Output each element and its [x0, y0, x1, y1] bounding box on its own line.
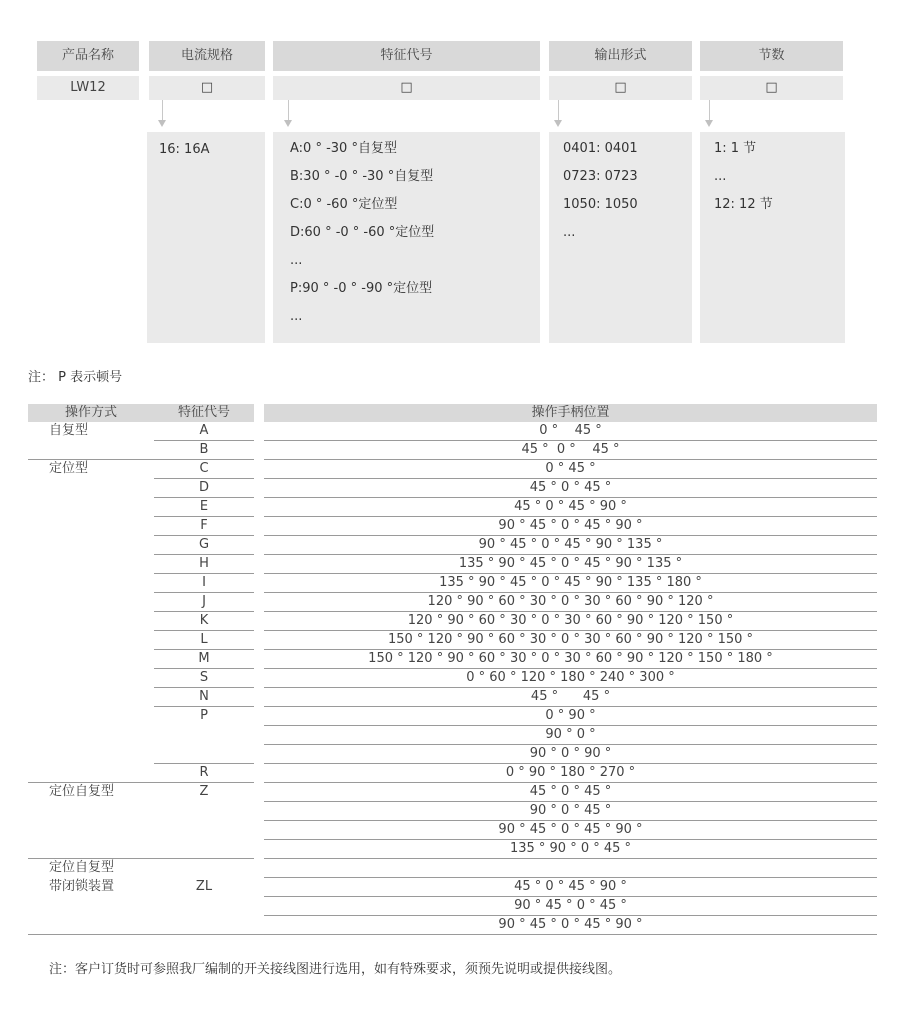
table-row — [28, 422, 877, 441]
header-output-form: 输出形式 — [549, 41, 692, 71]
cell-code: K — [154, 612, 254, 631]
connector-line — [288, 100, 289, 120]
cell-position: 0 ° 45 ° — [264, 460, 877, 479]
cell-mode — [28, 574, 154, 593]
table-row — [28, 688, 877, 707]
note-bottom: 注：客户订货时可参照我厂编制的开关接线图进行选用，如有特殊要求，须预先说明或提供接线图。 — [49, 962, 622, 977]
cell-mode — [28, 555, 154, 574]
cell-position: 135 ° 90 ° 45 ° 0 ° 45 ° 90 ° 135 ° — [264, 555, 877, 574]
cell-position: 90 ° 45 ° 0 ° 45 ° 90 ° 135 ° — [264, 536, 877, 555]
down-arrow-icon — [284, 120, 292, 127]
cell-code — [154, 840, 254, 859]
cell-position: 135 ° 90 ° 45 ° 0 ° 45 ° 90 ° 135 ° 180 ° — [264, 574, 877, 593]
connector-line — [162, 100, 163, 120]
cell-mode — [28, 707, 154, 726]
cell-mode — [28, 631, 154, 650]
cell-code: B — [154, 441, 254, 460]
cell-code: P — [200, 708, 208, 724]
cell-mode — [28, 593, 154, 612]
table-header: 操作手柄位置 — [264, 404, 877, 422]
cell-code: S — [154, 669, 254, 688]
cell-position: 90 ° 45 ° 0 ° 45 ° — [264, 897, 877, 916]
cell-position: 0 ° 60 ° 120 ° 180 ° 240 ° 300 ° — [264, 669, 877, 688]
cell-position — [264, 859, 877, 878]
cell-code: H — [154, 555, 254, 574]
table-row — [28, 669, 877, 688]
cell-mode — [28, 764, 154, 783]
value-product-name: LW12 — [37, 76, 139, 100]
cell-position: 45 ° 0 ° 45 ° — [264, 783, 877, 802]
table-header: 特征代号 — [154, 404, 254, 422]
down-arrow-icon — [705, 120, 713, 127]
cell-mode — [28, 479, 154, 498]
header-sections: 节数 — [700, 41, 843, 71]
cell-mode — [28, 821, 154, 840]
down-arrow-icon — [554, 120, 562, 127]
cell-position: 45 ° 0 ° 45 ° — [264, 441, 877, 460]
cell-code: E — [154, 498, 254, 517]
cell-code: ZL — [195, 879, 213, 894]
table-row — [28, 897, 877, 916]
table-row — [28, 593, 877, 612]
table-row — [28, 536, 877, 555]
table-row — [28, 916, 877, 935]
option-item: B:30 ° -0 ° -30 °自复型 — [290, 169, 434, 184]
table-row — [28, 726, 877, 745]
cell-code: G — [154, 536, 254, 555]
table-row — [28, 460, 877, 479]
cell-code — [154, 916, 254, 935]
option-item: A:0 ° -30 °自复型 — [290, 141, 397, 156]
options-output-form — [549, 132, 692, 343]
cell-mode — [28, 498, 154, 517]
table-row — [28, 802, 877, 821]
cell-position: 0 ° 90 ° — [264, 707, 877, 726]
table-row — [28, 517, 877, 536]
cell-mode — [28, 536, 154, 555]
option-item: ... — [563, 225, 576, 240]
cell-mode — [28, 745, 154, 764]
option-item: ... — [714, 169, 727, 184]
table-header: 操作方式 — [28, 404, 154, 422]
cell-mode — [28, 688, 154, 707]
cell-code: Z — [199, 784, 209, 800]
cell-code — [154, 726, 254, 745]
cell-position: 135 ° 90 ° 0 ° 45 ° — [264, 840, 877, 859]
table-row — [28, 707, 877, 726]
cell-mode — [28, 612, 154, 631]
cell-position: 0 ° 90 ° 180 ° 270 ° — [264, 764, 877, 783]
table-row — [28, 479, 877, 498]
cell-position: 120 ° 90 ° 60 ° 30 ° 0 ° 30 ° 60 ° 90 ° 120 ° — [264, 593, 877, 612]
option-item: ... — [290, 309, 303, 324]
cell-mode: 定位型 — [49, 461, 89, 477]
header-feature-code: 特征代号 — [273, 41, 540, 71]
option-item: 1: 1 节 — [714, 141, 757, 156]
cell-code — [154, 802, 254, 821]
cell-position: 45 ° 0 ° 45 ° — [264, 479, 877, 498]
down-arrow-icon — [158, 120, 166, 127]
cell-position: 90 ° 0 ° 45 ° — [264, 802, 877, 821]
cell-position: 45 ° 0 ° 45 ° 90 ° — [264, 498, 877, 517]
cell-code — [154, 897, 254, 916]
table-row — [28, 555, 877, 574]
cell-code — [154, 745, 254, 764]
value-current-spec: □ — [149, 76, 265, 100]
options-feature-code — [273, 132, 540, 343]
cell-position: 90 ° 45 ° 0 ° 45 ° 90 ° — [264, 821, 877, 840]
cell-mode: 带闭锁装置 — [49, 879, 115, 894]
cell-position: 120 ° 90 ° 60 ° 30 ° 0 ° 30 ° 60 ° 90 ° 120 ° 150 ° — [264, 612, 877, 631]
note-top: 注： P 表示顿号 — [28, 370, 123, 385]
table-row — [28, 574, 877, 593]
cell-position: 90 ° 45 ° 0 ° 45 ° 90 ° — [264, 517, 877, 536]
cell-position: 45 ° 0 ° 45 ° 90 ° — [264, 878, 877, 897]
table-row — [28, 859, 877, 878]
options-sections — [700, 132, 845, 343]
cell-mode — [28, 441, 154, 460]
cell-mode: 定位自复型 — [49, 784, 115, 800]
cell-position: 90 ° 0 ° 90 ° — [264, 745, 877, 764]
cell-mode — [28, 916, 154, 935]
cell-mode — [28, 840, 154, 859]
cell-mode — [28, 517, 154, 536]
cell-code — [154, 859, 254, 878]
value-output-form: □ — [549, 76, 692, 100]
table-row — [28, 612, 877, 631]
table-row — [28, 878, 877, 897]
cell-mode — [28, 802, 154, 821]
table-row — [28, 498, 877, 517]
cell-code: I — [154, 574, 254, 593]
cell-code — [154, 821, 254, 840]
header-current-spec: 电流规格 — [149, 41, 265, 71]
cell-code: R — [154, 764, 254, 783]
cell-mode — [28, 669, 154, 688]
cell-mode: 定位自复型 — [49, 860, 115, 876]
option-item: 1050: 1050 — [563, 197, 638, 212]
cell-code: D — [154, 479, 254, 498]
cell-position: 90 ° 45 ° 0 ° 45 ° 90 ° — [264, 916, 877, 935]
connector-line — [709, 100, 710, 120]
table-row — [28, 764, 877, 783]
cell-position: 0 ° 45 ° — [264, 422, 877, 441]
table-row — [28, 631, 877, 650]
value-feature-code: □ — [273, 76, 540, 100]
cell-position: 90 ° 0 ° — [264, 726, 877, 745]
table-row — [28, 650, 877, 669]
options-current-spec — [147, 132, 265, 343]
option-item: D:60 ° -0 ° -60 °定位型 — [290, 225, 435, 240]
option-item: 16: 16A — [159, 142, 210, 157]
table-row — [28, 745, 877, 764]
cell-mode: 自复型 — [49, 423, 89, 439]
connector-line — [558, 100, 559, 120]
table-row — [28, 441, 877, 460]
cell-code: J — [154, 593, 254, 612]
cell-mode — [28, 726, 154, 745]
cell-code: L — [154, 631, 254, 650]
cell-position: 150 ° 120 ° 90 ° 60 ° 30 ° 0 ° 30 ° 60 ° 90 ° 120 ° 150 ° — [264, 631, 877, 650]
operation-table — [28, 404, 877, 935]
cell-code: C — [154, 460, 254, 479]
cell-code: F — [154, 517, 254, 536]
cell-position: 45 ° 45 ° — [264, 688, 877, 707]
cell-mode — [28, 650, 154, 669]
cell-position: 150 ° 120 ° 90 ° 60 ° 30 ° 0 ° 30 ° 60 ° 90 ° 120 ° 150 ° 180 ° — [264, 650, 877, 669]
option-item: ... — [290, 253, 303, 268]
table-row — [28, 783, 877, 802]
value-sections: □ — [700, 76, 843, 100]
option-item: 12: 12 节 — [714, 197, 773, 212]
option-item: 0401: 0401 — [563, 141, 638, 156]
cell-code: M — [154, 650, 254, 669]
cell-mode — [28, 897, 154, 916]
option-item: 0723: 0723 — [563, 169, 638, 184]
table-row — [28, 840, 877, 859]
option-item: P:90 ° -0 ° -90 °定位型 — [290, 281, 433, 296]
cell-code: N — [154, 688, 254, 707]
table-row — [28, 821, 877, 840]
option-item: C:0 ° -60 °定位型 — [290, 197, 398, 212]
header-product-name: 产品名称 — [37, 41, 139, 71]
cell-code: A — [154, 422, 254, 441]
